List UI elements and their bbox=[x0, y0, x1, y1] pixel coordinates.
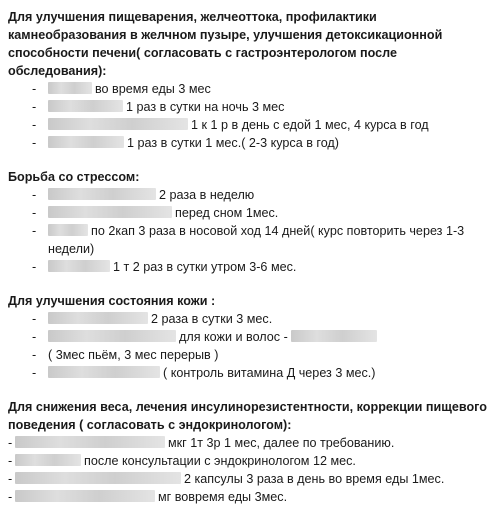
redacted-text bbox=[15, 436, 165, 448]
section-skin bbox=[8, 292, 487, 382]
list-dash: - bbox=[32, 118, 37, 132]
list-dash: - bbox=[32, 136, 37, 150]
list-item bbox=[8, 434, 487, 452]
list-dash: - bbox=[32, 348, 37, 362]
section-heading: Для улучшения состояния кожи : bbox=[8, 294, 216, 308]
section-stress bbox=[8, 168, 487, 276]
list-dash: - bbox=[32, 366, 37, 380]
section-weight bbox=[8, 398, 487, 506]
list-dash: - bbox=[32, 188, 37, 202]
list-dash: - bbox=[32, 312, 37, 326]
list-dash: - bbox=[32, 100, 37, 114]
section-heading: Борьба со стрессом: bbox=[8, 170, 140, 184]
list-item bbox=[8, 98, 487, 116]
list-item-text: 1 раз в сутки 1 мес.( 2-3 курса в год) bbox=[127, 136, 339, 150]
list-item-text: по 2кап 3 раза в носовой ход 14 дней( курс повторить через 1-3 недели) bbox=[48, 224, 465, 256]
redacted-text bbox=[48, 260, 110, 272]
redacted-text bbox=[48, 330, 176, 342]
list-item bbox=[8, 204, 487, 222]
list-item bbox=[8, 310, 487, 328]
list-dash: - bbox=[32, 82, 37, 96]
list-item bbox=[8, 80, 487, 98]
list-dash: - bbox=[8, 490, 13, 504]
redacted-text bbox=[48, 188, 156, 200]
list-item-text: 1 т 2 раз в сутки утром 3-6 мес. bbox=[113, 260, 297, 274]
list-item bbox=[8, 258, 487, 276]
list-item bbox=[8, 488, 487, 506]
redacted-text bbox=[15, 490, 155, 502]
list-dash: - bbox=[32, 206, 37, 220]
redacted-text bbox=[48, 224, 88, 236]
list-dash: - bbox=[32, 330, 37, 344]
list-item-text: 2 капсулы 3 раза в день во время еды 1мес. bbox=[184, 472, 445, 486]
list-item-text: 2 раза в неделю bbox=[159, 188, 255, 202]
list-item-text: 2 раза в сутки 3 мес. bbox=[151, 312, 273, 326]
redacted-text bbox=[48, 100, 123, 112]
list-item-text: мг вовремя еды 3мес. bbox=[158, 490, 288, 504]
list-item bbox=[8, 452, 487, 470]
redacted-text bbox=[15, 454, 81, 466]
section-heading: Для улучшения пищеварения, желчеоттока, профилактики камнеобразования в желчном пузыре, улучшения детоксикационной способности печени( согласовать с гастроэнтерологом после обследования): bbox=[8, 10, 443, 78]
list-dash: - bbox=[8, 454, 13, 468]
list-item-text: мкг 1т 3р 1 мес, далее по требованию. bbox=[168, 436, 395, 450]
list-item bbox=[8, 346, 487, 364]
list-item-text: во время еды 3 мес bbox=[95, 82, 211, 96]
list-dash: - bbox=[8, 436, 13, 450]
redacted-text bbox=[48, 136, 124, 148]
redacted-text bbox=[48, 206, 172, 218]
list-item bbox=[8, 470, 487, 488]
section-digestion bbox=[8, 8, 487, 152]
redacted-text bbox=[48, 312, 148, 324]
list-item-text: ( контроль витамина Д через 3 мес.) bbox=[163, 366, 376, 380]
list-item-text: 1 раз в сутки на ночь 3 мес bbox=[126, 100, 285, 114]
redacted-text bbox=[291, 330, 377, 342]
list-item-text: для кожи и волос - bbox=[179, 330, 288, 344]
list-dash: - bbox=[32, 224, 37, 238]
list-dash: - bbox=[32, 260, 37, 274]
list-item bbox=[8, 222, 487, 258]
list-item bbox=[8, 364, 487, 382]
redacted-text bbox=[48, 82, 92, 94]
section-heading: Для снижения веса, лечения инсулинорезистентности, коррекции пищевого поведения ( согласовать с эндокринологом): bbox=[8, 400, 487, 432]
redacted-text bbox=[15, 472, 181, 484]
list-item bbox=[8, 186, 487, 204]
list-item bbox=[8, 134, 487, 152]
redacted-text bbox=[48, 118, 188, 130]
list-item bbox=[8, 328, 487, 346]
redacted-text bbox=[48, 366, 160, 378]
list-item bbox=[8, 116, 487, 134]
list-dash: - bbox=[8, 472, 13, 486]
list-item-text: перед сном 1мес. bbox=[175, 206, 279, 220]
list-item-text: после консультации с эндокринологом 12 мес. bbox=[84, 454, 356, 468]
list-item-text: 1 к 1 р в день с едой 1 мес, 4 курса в год bbox=[191, 118, 429, 132]
list-item-text: ( 3мес пьём, 3 мес перерыв ) bbox=[48, 348, 219, 362]
